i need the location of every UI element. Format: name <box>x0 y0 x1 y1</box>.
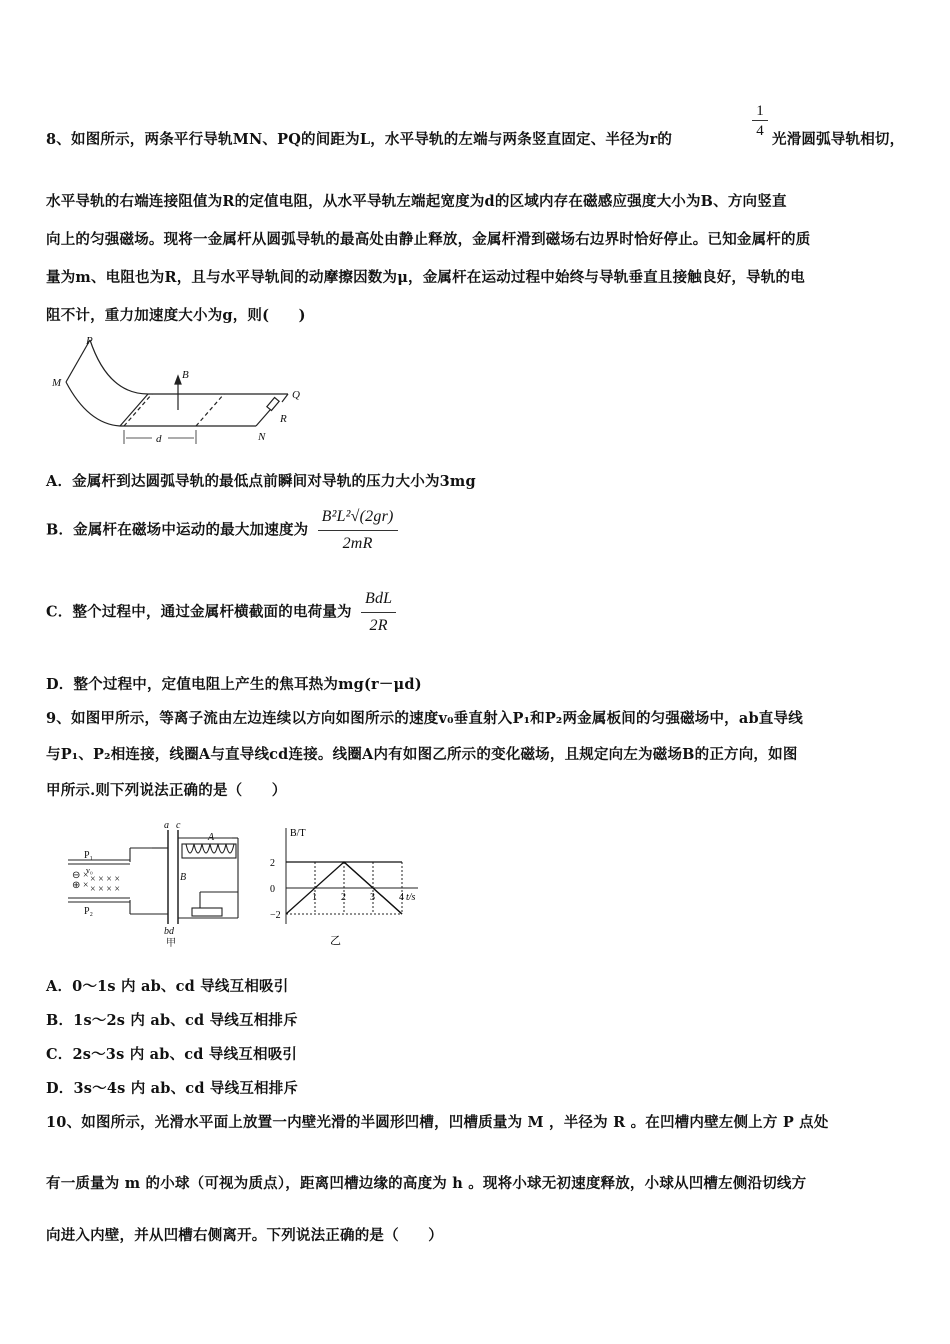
chart-y-tick: 2 <box>270 858 275 869</box>
chart-caption: 乙 <box>330 935 341 947</box>
q10-line-1: 10、如图所示，光滑水平面上放置一内壁光滑的半圆形凹槽，凹槽质量为 M ，半径为 R 。在凹槽内壁左侧上方 P 点处 <box>46 1114 829 1131</box>
chart-x-label: t/s <box>406 892 416 903</box>
q9-figure-yi-chart <box>268 822 428 952</box>
chart-x-tick: 2 <box>341 892 346 903</box>
q9-line-3: 甲所示.则下列说法正确的是（ ） <box>46 782 287 799</box>
q8-option-c-text: C．整个过程中，通过金属杆横截面的电荷量为 <box>46 603 352 621</box>
label-A: A <box>208 832 215 843</box>
svg-text:× × × ×: × × × × <box>90 874 121 885</box>
label-P1: P₁ <box>84 850 94 861</box>
q9-option-b: B．1s～2s 内 ab、cd 导线互相排斥 <box>46 1012 298 1029</box>
svg-text:⊖ ×: ⊖ × <box>72 870 89 881</box>
q8-line-4: 量为m、电阻也为R，且与水平导轨间的动摩擦因数为μ，金属杆在运动过程中始终与导轨垂直且接触良好，导轨的电 <box>46 269 805 286</box>
q8-option-d: D．整个过程中，定值电阻上产生的焦耳热为mg(r－μd) <box>46 676 422 693</box>
label-bd: bd <box>164 926 174 937</box>
label-B: B <box>182 369 189 381</box>
q8-line-1-text: 8、如图所示，两条平行导轨MN、PQ的间距为L，水平导轨的左端与两条竖直固定、半径为r的 <box>46 131 673 148</box>
label-B-jia: B <box>180 872 187 883</box>
q8-option-c-denominator: 2R <box>369 617 388 634</box>
q10-line-2: 有一质量为 m 的小球（可视为质点），距离凹槽边缘的高度为 h 。现将小球无初速度释放，小球从凹槽左侧沿切线方 <box>46 1175 807 1192</box>
label-M: M <box>52 377 62 389</box>
q8-option-b-fraction <box>318 506 398 555</box>
q8-line-1-end <box>772 128 904 149</box>
label-c: c <box>176 820 181 831</box>
label-N: N <box>258 431 266 443</box>
q8-line-1 <box>46 128 672 149</box>
chart-y-label: B/T <box>290 828 306 839</box>
q8-option-c-fraction <box>361 588 396 637</box>
label-R: R <box>280 413 287 425</box>
label-v0: v₀ <box>86 866 93 875</box>
q9-option-d: D．3s～4s 内 ab、cd 导线互相排斥 <box>46 1080 299 1097</box>
chart-x-tick: 1 <box>312 892 317 903</box>
q8-option-b-numerator: B²L²√(2gr) <box>318 506 398 531</box>
chart-x-tick: 4 <box>399 892 404 903</box>
caption-jia: 甲 <box>166 938 176 949</box>
q9-figure-jia <box>60 820 260 950</box>
label-d: d <box>156 433 162 445</box>
q8-option-b-denominator: 2mR <box>342 535 373 552</box>
quarter-fraction <box>752 102 768 141</box>
q9-line-1: 9、如图甲所示，等离子流由左边连续以方向如图所示的速度v₀垂直射入P₁和P₂两金属板间的匀强磁场中，ab直导线 <box>46 710 803 727</box>
q9-option-a: A．0～1s 内 ab、cd 导线互相吸引 <box>46 978 289 995</box>
chart-x-tick: 3 <box>370 892 375 903</box>
chart-y-tick: −2 <box>270 910 281 921</box>
q8-option-c-numerator: BdL <box>361 588 396 613</box>
svg-text:⊕ ×: ⊕ × <box>72 880 89 891</box>
q8-line-3: 向上的匀强磁场。现将一金属杆从圆弧导轨的最高处由静止释放，金属杆滑到磁场右边界时恰好停止。已知金属杆的质 <box>46 231 811 248</box>
label-P2: P₂ <box>84 906 94 917</box>
q8-option-b-text: B．金属杆在磁场中运动的最大加速度为 <box>46 521 309 539</box>
quarter-numerator: 1 <box>752 102 768 121</box>
label-Q: Q <box>292 389 300 401</box>
q8-option-b <box>46 506 402 555</box>
q8-rail-figure <box>48 332 318 450</box>
q9-option-c: C．2s～3s 内 ab、cd 导线互相吸引 <box>46 1046 298 1063</box>
q8-line-5: 阻不计，重力加速度大小为g，则( ) <box>46 307 306 324</box>
q8-option-c <box>46 588 400 637</box>
chart-y-tick: 0 <box>270 884 275 895</box>
q8-line-2: 水平导轨的右端连接阻值为R的定值电阻，从水平导轨左端起宽度为d的区域内存在磁感应强度大小为B、方向竖直 <box>46 193 787 210</box>
q8-line-1-end-text: 光滑圆弧导轨相切， <box>772 131 905 148</box>
svg-text:× × × ×: × × × × <box>90 884 121 895</box>
label-P: P <box>86 335 93 347</box>
q10-line-3: 向进入内壁，并从凹槽右侧离开。下列说法正确的是（ ） <box>46 1227 443 1244</box>
q8-option-a: A．金属杆到达圆弧导轨的最低点前瞬间对导轨的压力大小为3mg <box>46 473 476 490</box>
label-a: a <box>164 820 169 831</box>
q9-line-2: 与P₁、P₂相连接，线圈A与直导线cd连接。线圈A内有如图乙所示的变化磁场，且规定向左为磁场B的正方向，如图 <box>46 746 798 763</box>
quarter-denominator: 4 <box>756 123 764 139</box>
